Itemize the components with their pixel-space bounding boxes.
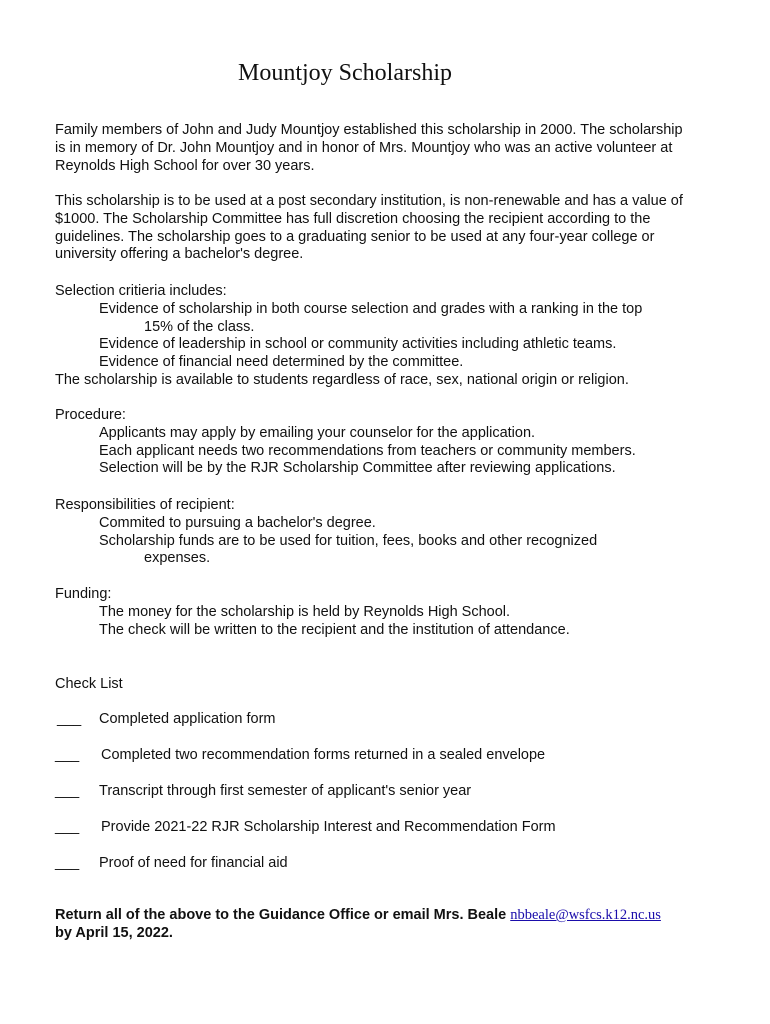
checklist-item-label: Completed application form: [99, 711, 276, 727]
funding-section: [55, 586, 725, 639]
responsibilities-item-continued: expenses.: [144, 550, 211, 567]
intro-line: Reynolds High School for over 30 years.: [55, 157, 315, 174]
funding-item: The money for the scholarship is held by Reynolds High School.: [99, 603, 511, 620]
checklist-heading: Check List: [55, 676, 123, 692]
checklist-item: [55, 747, 715, 765]
return-instructions: [55, 907, 735, 943]
checklist-blank[interactable]: ___: [55, 819, 80, 835]
checklist-item-label: Proof of need for financial aid: [99, 855, 288, 871]
selection-heading: Selection critieria includes:: [55, 283, 227, 299]
usage-paragraph: [55, 193, 725, 264]
checklist-item: [55, 855, 715, 873]
selection-item: Evidence of scholarship in both course selection and grades with a ranking in the top: [99, 300, 643, 317]
procedure-item: Selection will be by the RJR Scholarship Committee after reviewing applications.: [99, 460, 616, 477]
usage-line: guidelines. The scholarship goes to a graduating senior to be used at any four-year college or: [55, 228, 655, 245]
checklist-blank[interactable]: ___: [55, 783, 80, 799]
selection-item-continued: 15% of the class.: [144, 318, 255, 335]
usage-line: This scholarship is to be used at a post secondary institution, is non-renewable and has a value of: [55, 193, 683, 209]
selection-item: Evidence of leadership in school or community activities including athletic teams.: [99, 336, 617, 353]
checklist-item: [55, 711, 715, 729]
checklist-item-label: Completed two recommendation forms returned in a sealed envelope: [101, 747, 546, 763]
usage-line: university offering a bachelor's degree.: [55, 246, 304, 263]
procedure-item: Each applicant needs two recommendations from teachers or community members.: [99, 442, 636, 459]
responsibilities-heading: Responsibilities of recipient:: [55, 497, 235, 513]
intro-line: is in memory of Dr. John Mountjoy and in honor of Mrs. Mountjoy who was an active volunteer at: [55, 139, 673, 156]
usage-line: $1000. The Scholarship Committee has full discretion choosing the recipient according to the: [55, 210, 651, 227]
responsibilities-item: Scholarship funds are to be used for tuition, fees, books and other recognized: [99, 532, 598, 549]
return-deadline: by April 15, 2022.: [55, 924, 173, 941]
selection-section: [55, 283, 725, 390]
return-text: Return all of the above to the Guidance Office or email Mrs. Beale: [55, 907, 507, 923]
selection-item: Evidence of financial need determined by the committee.: [99, 354, 464, 371]
document-title: Mountjoy Scholarship: [238, 60, 452, 86]
checklist-item-label: Transcript through first semester of applicant's senior year: [99, 783, 472, 799]
checklist-blank[interactable]: ___: [55, 855, 80, 871]
selection-note: The scholarship is available to students regardless of race, sex, national origin or religion.: [55, 371, 629, 388]
checklist-item: [55, 783, 715, 801]
intro-line: Family members of John and Judy Mountjoy established this scholarship in 2000. The scholarship: [55, 122, 683, 138]
checklist-item: [55, 819, 715, 837]
responsibilities-item: Commited to pursuing a bachelor's degree.: [99, 514, 376, 531]
funding-item: The check will be written to the recipient and the institution of attendance.: [99, 621, 570, 638]
intro-paragraph: [55, 122, 725, 175]
procedure-item: Applicants may apply by emailing your counselor for the application.: [99, 424, 536, 441]
checklist-blank[interactable]: ___: [57, 711, 82, 727]
procedure-section: [55, 407, 725, 478]
responsibilities-section: [55, 497, 725, 568]
funding-heading: Funding:: [55, 586, 112, 602]
checklist-blank[interactable]: ___: [55, 747, 80, 763]
email-link[interactable]: nbbeale@wsfcs.k12.nc.us: [510, 907, 661, 923]
procedure-heading: Procedure:: [55, 407, 126, 423]
checklist-item-label: Provide 2021-22 RJR Scholarship Interest and Recommendation Form: [101, 819, 556, 835]
